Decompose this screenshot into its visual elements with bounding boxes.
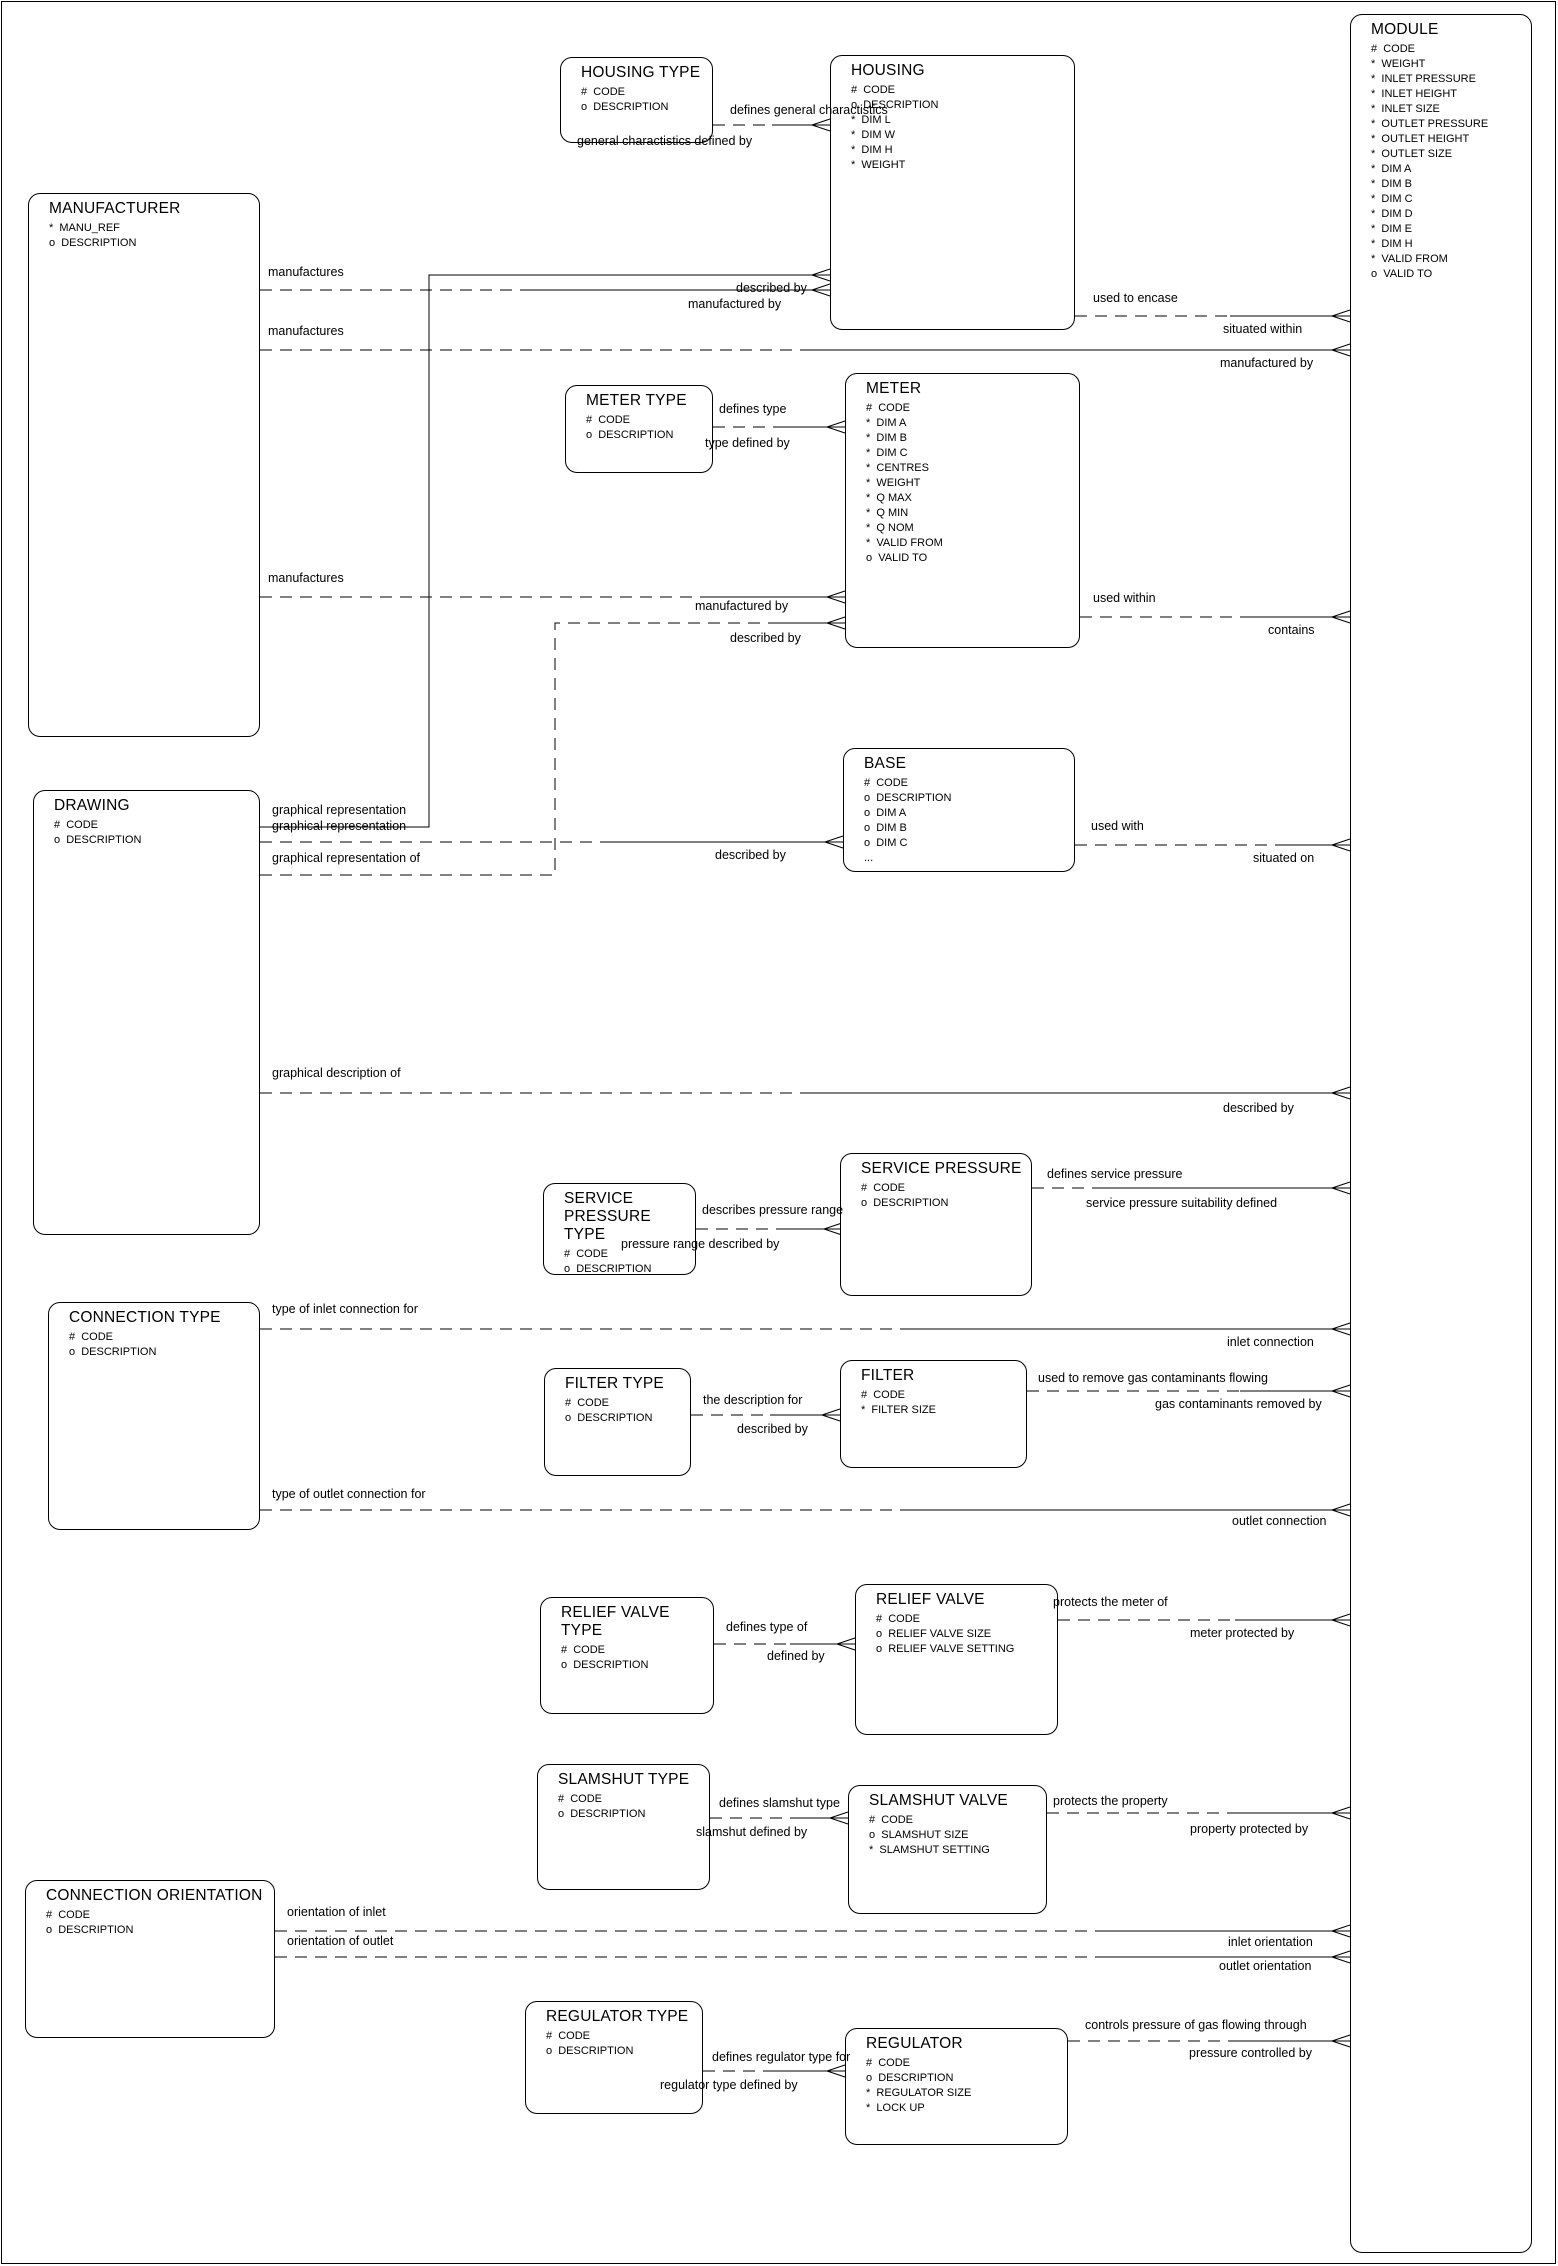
rel-drawing-base: [260, 836, 843, 848]
attr-row: * CENTRES: [866, 462, 929, 474]
entity-title: MANUFACTURER: [49, 200, 181, 217]
attr-row: * DIM W: [851, 129, 895, 141]
rel-label-defines-type-of: defines type of: [726, 1620, 808, 1634]
rel-meter-type-meter: [713, 421, 845, 433]
attr-row: * INLET SIZE: [1371, 103, 1440, 115]
attr-row: # CODE: [861, 1389, 906, 1401]
attr-row: # CODE: [864, 777, 909, 789]
attr-row: o DESCRIPTION: [866, 2072, 954, 2084]
rel-label-defines-general-charactistics: defines general charactistics: [730, 103, 888, 117]
rel-label-housing-described-by: described by: [736, 281, 807, 295]
entity-title: CONNECTION ORIENTATION: [46, 1887, 263, 1904]
rel-label-manufactures-meter: manufactures: [268, 571, 344, 585]
attr-row: * WEIGHT: [1371, 58, 1426, 70]
rel-label-module-manufactured-by: manufactured by: [1220, 356, 1314, 370]
attr-row: * LOCK UP: [866, 2102, 925, 2114]
entity-title: HOUSING: [851, 62, 925, 79]
rel-label-type-of-inlet-connection-for: type of inlet connection for: [272, 1302, 418, 1316]
entity-manufacturer: [28, 193, 260, 737]
rel-meter-module: [1080, 611, 1350, 623]
attr-row: o DIM B: [864, 822, 907, 834]
entity-title: BASE: [864, 755, 907, 772]
rel-drawing-module: [260, 1087, 1350, 1099]
entity-meter: [845, 373, 1080, 648]
rel-label-protects-the-meter-of: protects the meter of: [1053, 1595, 1168, 1609]
entity-filter-type: [544, 1368, 691, 1476]
entity-regulator-type: [525, 2001, 703, 2114]
rel-label-gas-contaminants-removed-by: gas contaminants removed by: [1155, 1397, 1322, 1411]
rel-connection-type-module-outlet: [260, 1504, 1350, 1516]
entity-relief-valve: [855, 1584, 1058, 1735]
attr-row: # CODE: [581, 86, 626, 98]
rel-label-situated-on: situated on: [1253, 851, 1315, 865]
rel-label-protects-the-property: protects the property: [1053, 1794, 1168, 1808]
entity-drawing: [33, 790, 260, 1235]
rel-slamshut-type-slamshut-valve: [710, 1812, 848, 1824]
rel-label-controls-pressure: controls pressure of gas flowing through: [1085, 2018, 1307, 2032]
rel-connection-orientation-module-outlet: [275, 1951, 1350, 1963]
rel-label-used-to-encase: used to encase: [1093, 291, 1178, 305]
entity-slamshut-type: [537, 1764, 710, 1890]
rel-label-meter-described-by: described by: [730, 631, 801, 645]
entity-title: RELIEF VALVE: [876, 1591, 985, 1608]
rel-drawing-housing: [260, 269, 830, 827]
rel-label-manufactures-module: manufactures: [268, 324, 344, 338]
attr-row: # CODE: [876, 1613, 921, 1625]
entity-housing: [830, 55, 1075, 330]
attr-row: * DIM A: [866, 417, 907, 429]
rel-label-used-to-remove-gas-contaminants: used to remove gas contaminants flowing: [1038, 1371, 1268, 1385]
entity-title: REGULATOR TYPE: [546, 2008, 689, 2025]
attr-row: * INLET HEIGHT: [1371, 88, 1457, 100]
attr-row: o DESCRIPTION: [586, 429, 674, 441]
attr-row: * DIM E: [1371, 223, 1412, 235]
attr-row: o DESCRIPTION: [54, 834, 142, 846]
entity-title: HOUSING TYPE: [581, 64, 701, 81]
rel-label-slamshut-defined-by: slamshut defined by: [696, 1825, 808, 1839]
rel-label-type-defined-by: type defined by: [705, 436, 790, 450]
attr-row: * DIM B: [1371, 178, 1412, 190]
attr-row: * DIM D: [1371, 208, 1413, 220]
attr-row: o DESCRIPTION: [546, 2045, 634, 2057]
attr-row: * SLAMSHUT SETTING: [869, 1844, 990, 1856]
entity-title: METER TYPE: [586, 392, 687, 409]
attr-row: o DESCRIPTION: [46, 1924, 134, 1936]
rel-label-service-pressure-suitability-defined: service pressure suitability defined: [1086, 1196, 1278, 1210]
rel-regulator-type-regulator: [703, 2065, 845, 2077]
attr-row: * REGULATOR SIZE: [866, 2087, 972, 2099]
attr-row: * DIM A: [1371, 163, 1412, 175]
attr-row: o RELIEF VALVE SETTING: [876, 1643, 1015, 1655]
attr-row: * WEIGHT: [851, 159, 906, 171]
rel-label-orientation-of-outlet: orientation of outlet: [287, 1934, 394, 1948]
attr-row: * OUTLET HEIGHT: [1371, 133, 1470, 145]
attr-row: o DESCRIPTION: [565, 1412, 653, 1424]
attr-row: * INLET PRESSURE: [1371, 73, 1476, 85]
attr-row: o DESCRIPTION: [564, 1263, 652, 1275]
entity-filter: [840, 1360, 1027, 1468]
entity-base: [843, 748, 1075, 872]
rel-label-used-within: used within: [1093, 591, 1156, 605]
attr-row: o DESCRIPTION: [864, 792, 952, 804]
rel-label-describes-pressure-range: describes pressure range: [702, 1203, 844, 1217]
rel-label-general-charactistics-defined-by: general charactistics defined by: [577, 134, 753, 148]
rel-label-pressure-controlled-by: pressure controlled by: [1189, 2046, 1312, 2060]
rel-label-used-with: used with: [1091, 819, 1144, 833]
attr-row: * DIM B: [866, 432, 907, 444]
entity-title: FILTER TYPE: [565, 1375, 664, 1392]
rel-filter-module: [1027, 1385, 1350, 1397]
attr-row: * DIM C: [866, 447, 908, 459]
attr-row: o DESCRIPTION: [581, 101, 669, 113]
attr-row: # CODE: [69, 1331, 114, 1343]
attr-row: # CODE: [851, 84, 896, 96]
attr-row: * DIM H: [1371, 238, 1413, 250]
entity-title: DRAWING: [54, 797, 130, 814]
attr-row: # CODE: [546, 2030, 591, 2042]
rel-relief-valve-module: [1058, 1614, 1350, 1626]
attr-row: * DIM H: [851, 144, 893, 156]
rel-label-regulator-type-defined-by: regulator type defined by: [660, 2078, 798, 2092]
rel-manufacturer-module: [260, 344, 1350, 356]
attr-row: # CODE: [586, 414, 631, 426]
attr-row: ...: [864, 852, 874, 864]
entity-title: SLAMSHUT TYPE: [558, 1771, 690, 1788]
attr-row: * MANU_REF: [49, 222, 120, 234]
attr-row: o DIM A: [864, 807, 907, 819]
rel-service-pressure-type-service-pressure: [696, 1223, 842, 1235]
rel-service-pressure-module: [1032, 1182, 1350, 1194]
rel-label-outlet-connection: outlet connection: [1232, 1514, 1327, 1528]
attr-row: # CODE: [54, 819, 99, 831]
rel-label-filter-described-by: described by: [737, 1422, 808, 1436]
attr-row: * DIM L: [851, 114, 891, 126]
rel-label-manufactures-housing: manufactures: [268, 265, 344, 279]
attr-row: o DIM C: [864, 837, 908, 849]
rel-label-rv-defined-by: defined by: [767, 1649, 825, 1663]
entity-service-pressure-type: [543, 1183, 696, 1275]
attr-row: # CODE: [558, 1793, 603, 1805]
rel-label-type-of-outlet-connection-for: type of outlet connection for: [272, 1487, 426, 1501]
entity-title: FILTER: [861, 1367, 915, 1384]
rel-label-graphical-description-of: graphical description of: [272, 1066, 401, 1080]
entity-module: [1350, 14, 1532, 2253]
rel-label-property-protected-by: property protected by: [1190, 1822, 1309, 1836]
attr-row: o VALID TO: [866, 552, 928, 564]
rel-label-base-described-by: described by: [715, 848, 786, 862]
attr-row: o DESCRIPTION: [561, 1659, 649, 1671]
rel-connection-orientation-module-inlet: [275, 1925, 1350, 1937]
attr-row: * FILTER SIZE: [861, 1404, 936, 1416]
rel-label-defines-service-pressure: defines service pressure: [1047, 1167, 1183, 1181]
attr-row: * WEIGHT: [866, 477, 921, 489]
rel-label-graphical-representation-1: graphical representation: [272, 803, 407, 817]
attr-row: o SLAMSHUT SIZE: [869, 1829, 969, 1841]
rel-drawing-meter: [260, 617, 845, 875]
rel-connection-type-module-inlet: [260, 1323, 1350, 1335]
attr-row: # CODE: [46, 1909, 91, 1921]
attr-row: * OUTLET SIZE: [1371, 148, 1453, 160]
entity-regulator: [845, 2028, 1068, 2145]
attr-row: # CODE: [1371, 43, 1416, 55]
rel-label-housing-manufactured-by: manufactured by: [688, 297, 782, 311]
entity-slamshut-valve: [848, 1785, 1047, 1914]
attr-row: * VALID FROM: [1371, 253, 1448, 265]
entity-relief-valve-type: [540, 1597, 714, 1714]
attr-row: * Q NOM: [866, 522, 914, 534]
attr-row: # CODE: [866, 402, 911, 414]
entity-title: METER: [866, 380, 922, 397]
entity-title: SERVICE PRESSURE TYPE: [564, 1190, 651, 1243]
attr-row: * Q MAX: [866, 492, 912, 504]
attr-row: * DIM C: [1371, 193, 1413, 205]
attr-row: # CODE: [561, 1644, 606, 1656]
rel-slamshut-valve-module: [1047, 1807, 1350, 1819]
entity-service-pressure: [840, 1153, 1032, 1296]
rel-label-the-description-for: the description for: [703, 1393, 803, 1407]
attr-row: * VALID FROM: [866, 537, 943, 549]
entity-title: CONNECTION TYPE: [69, 1309, 221, 1326]
rel-housing-module: [1075, 310, 1350, 322]
rel-label-pressure-range-described-by: pressure range described by: [621, 1237, 780, 1251]
rel-housing-type-housing: [713, 119, 830, 131]
attr-row: o DESCRIPTION: [49, 237, 137, 249]
entity-connection-type: [48, 1302, 260, 1530]
attr-row: o VALID TO: [1371, 268, 1433, 280]
rel-label-meter-protected-by: meter protected by: [1190, 1626, 1295, 1640]
attr-row: o DESCRIPTION: [558, 1808, 646, 1820]
entity-title: SERVICE PRESSURE: [861, 1160, 1022, 1177]
rel-label-inlet-connection: inlet connection: [1227, 1335, 1314, 1349]
attr-row: # CODE: [565, 1397, 610, 1409]
attr-row: o DESCRIPTION: [861, 1197, 949, 1209]
entity-title: REGULATOR: [866, 2035, 963, 2052]
entity-title: RELIEF VALVE TYPE: [561, 1604, 670, 1639]
rel-label-defines-slamshut-type: defines slamshut type: [719, 1796, 840, 1810]
rel-label-contains: contains: [1268, 623, 1315, 637]
entity-title: MODULE: [1371, 21, 1439, 38]
entity-title: SLAMSHUT VALVE: [869, 1792, 1008, 1809]
entity-housing-type: [560, 57, 713, 143]
rel-label-meter-manufactured-by: manufactured by: [695, 599, 789, 613]
attr-row: * OUTLET PRESSURE: [1371, 118, 1489, 130]
attr-row: # CODE: [861, 1182, 906, 1194]
attr-row: o RELIEF VALVE SIZE: [876, 1628, 992, 1640]
rel-label-graphical-representation-2: graphical representation: [272, 819, 407, 833]
rel-label-defines-type: defines type: [719, 402, 787, 416]
rel-label-outlet-orientation: outlet orientation: [1219, 1959, 1312, 1973]
entity-connection-orientation: [25, 1880, 275, 2038]
rel-label-module-described-by: described by: [1223, 1101, 1294, 1115]
rel-filter-type-filter: [691, 1409, 840, 1421]
rel-label-defines-regulator-type-for: defines regulator type for: [712, 2050, 851, 2064]
attr-row: o DESCRIPTION: [69, 1346, 157, 1358]
rel-label-orientation-of-inlet: orientation of inlet: [287, 1905, 386, 1919]
rel-label-graphical-representation-of: graphical representation of: [272, 851, 421, 865]
rel-base-module: [1075, 839, 1350, 851]
attr-row: # CODE: [564, 1248, 609, 1260]
attr-row: o DESCRIPTION: [851, 99, 939, 111]
rel-label-inlet-orientation: inlet orientation: [1228, 1935, 1313, 1949]
attr-row: * Q MIN: [866, 507, 909, 519]
attr-row: # CODE: [869, 1814, 914, 1826]
attr-row: # CODE: [866, 2057, 911, 2069]
rel-label-situated-within: situated within: [1223, 322, 1303, 336]
entity-meter-type: [565, 385, 713, 473]
